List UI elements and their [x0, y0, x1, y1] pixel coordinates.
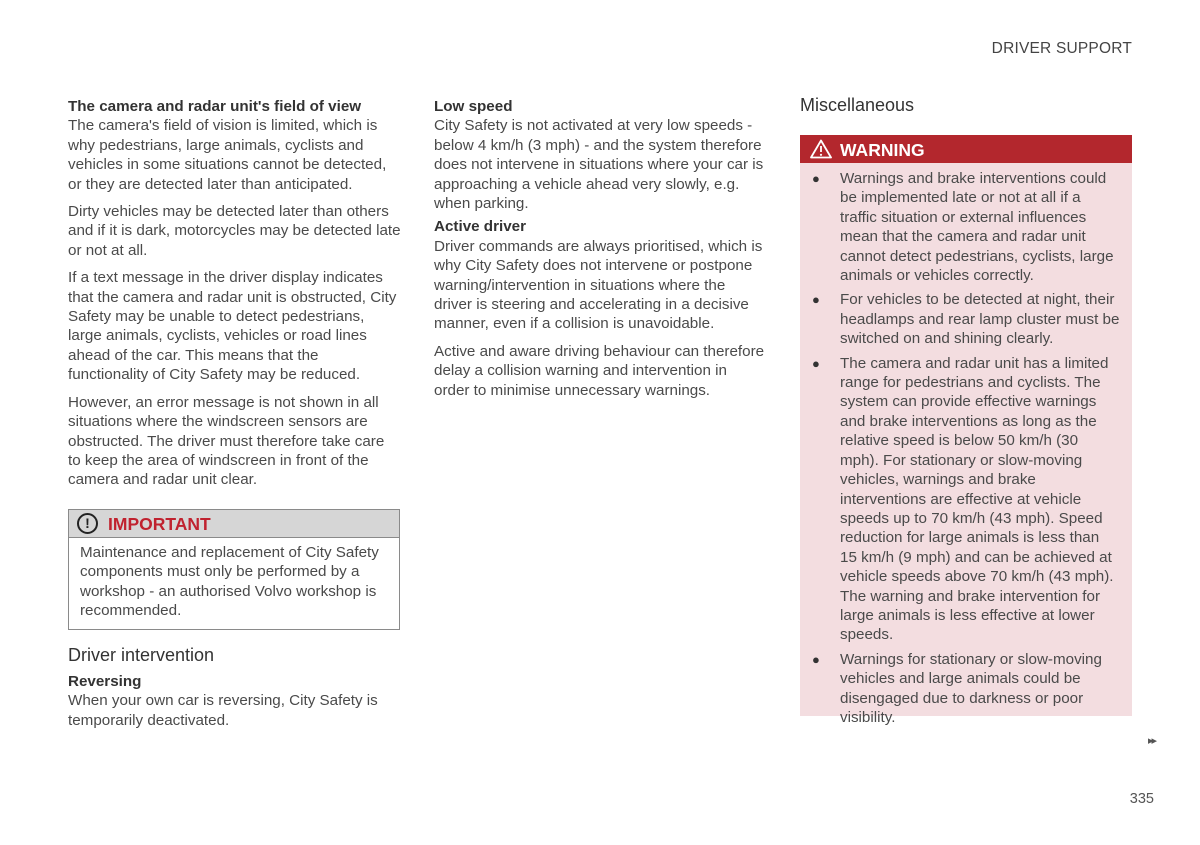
list-item-text: For vehicles to be detected at night, their headlamps and rear lamp cluster must be switched on and shining clearly. [840, 291, 1120, 348]
driver-intervention-section [68, 645, 401, 730]
reversing-text: When your own car is reversing, City Safety is temporarily deactivated. [68, 692, 378, 729]
important-box [68, 509, 400, 630]
page-number: 335 [1129, 791, 1154, 807]
list-item [800, 169, 1132, 285]
section-title: Miscellaneous [800, 95, 915, 115]
list-item [800, 290, 1132, 348]
continue-arrows-icon: ▸▸ [1148, 735, 1156, 747]
paragraph: Dirty vehicles may be detected later than others and if it is dark, motorcycles may be detected late or not at all. [68, 203, 401, 259]
section-title: Driver intervention [68, 645, 215, 665]
column-right [800, 95, 1132, 116]
exclamation-circle-icon: ! [77, 513, 98, 534]
bullet-icon: ● [812, 355, 820, 371]
list-item [800, 354, 1132, 645]
active-driver-heading: Active driver [434, 218, 527, 236]
column-middle [434, 97, 766, 400]
field-of-view-heading: The camera and radar unit's field of view [68, 98, 362, 115]
bullet-icon: ● [812, 171, 820, 186]
paragraph: If a text message in the driver display indicates that the camera and radar unit is obstructed, City Safety may be unable to detect pedestrians, large animals, cyclists, vehicles or road lines ahead of the car. This means that the functionality of City Safety may be reduced. [68, 269, 397, 384]
low-speed-heading: Low speed [434, 98, 513, 115]
active-driver-text-2: Active and aware driving behaviour can therefore delay a collision warning and intervention in order to minimise unnecessary warnings. [434, 342, 765, 399]
bullet-icon: ● [812, 292, 820, 308]
reversing-heading: Reversing [68, 673, 142, 690]
warning-label: WARNING [840, 140, 925, 160]
important-text: Maintenance and replacement of City Safety components must only be performed by a workshop - an authorised Volvo workshop is recommended. [80, 544, 379, 620]
important-header [69, 510, 399, 538]
list-item [800, 650, 1132, 728]
warning-box [800, 135, 1132, 726]
list-item-text: Warnings and brake interventions could be implemented late or not at all if a traffic situation or external influences mean that the camera and radar unit cannot detect pedestrians, cyclists, large animals or vehicles correctly. [840, 170, 1114, 285]
paragraph: However, an error message is not shown in all situations where the windscreen sensors are obstructed. The driver must therefore take care to keep the area of windscreen in front of the camera and radar unit clear. [68, 393, 385, 489]
list-item-text: The camera and radar unit has a limited range for pedestrians and cyclists. The system can provide effective warnings and brake interventions as long as the relative speed is below 50 km/h (30 mph). For stationary or slow-moving vehicles, warnings and brake interventions are effective at vehicle speeds up to 70 km/h (43 mph). Speed reduction for large animals is less than 15 km/h (9 mph) and can be achieved at vehicle speeds above 70 km/h (43 mph). The warning and brake intervention for large animals is less effective at lower speeds. [840, 354, 1114, 644]
paragraph: The camera's field of vision is limited, which is why pedestrians, large animals, cyclists and vehicles in some situations cannot be detected, or they are detected later than anticipated. [68, 117, 387, 193]
column-left [68, 97, 401, 490]
active-driver-text: Driver commands are always prioritised, which is why City Safety does not intervene or postpone warning/intervention in situations where the driver is steering and accelerating in a decisive manner, even if a collision is unavoidable. [434, 237, 763, 333]
bullet-icon: ● [812, 651, 820, 667]
list-item-text: Warnings for stationary or slow-moving vehicles and large animals could be disengaged due to darkness or poor visibility. [840, 650, 1102, 726]
warning-list [800, 169, 1132, 732]
warning-triangle-icon [810, 139, 832, 159]
page-header: DRIVER SUPPORT [991, 40, 1132, 57]
low-speed-text: City Safety is not activated at very low speeds - below 4 km/h (3 mph) - and the system therefore does not intervene in situations where your car is approaching a vehicle ahead very slowly, e.g. when parking. [434, 117, 764, 213]
important-label: IMPORTANT [108, 514, 211, 534]
warning-header [800, 135, 1132, 163]
